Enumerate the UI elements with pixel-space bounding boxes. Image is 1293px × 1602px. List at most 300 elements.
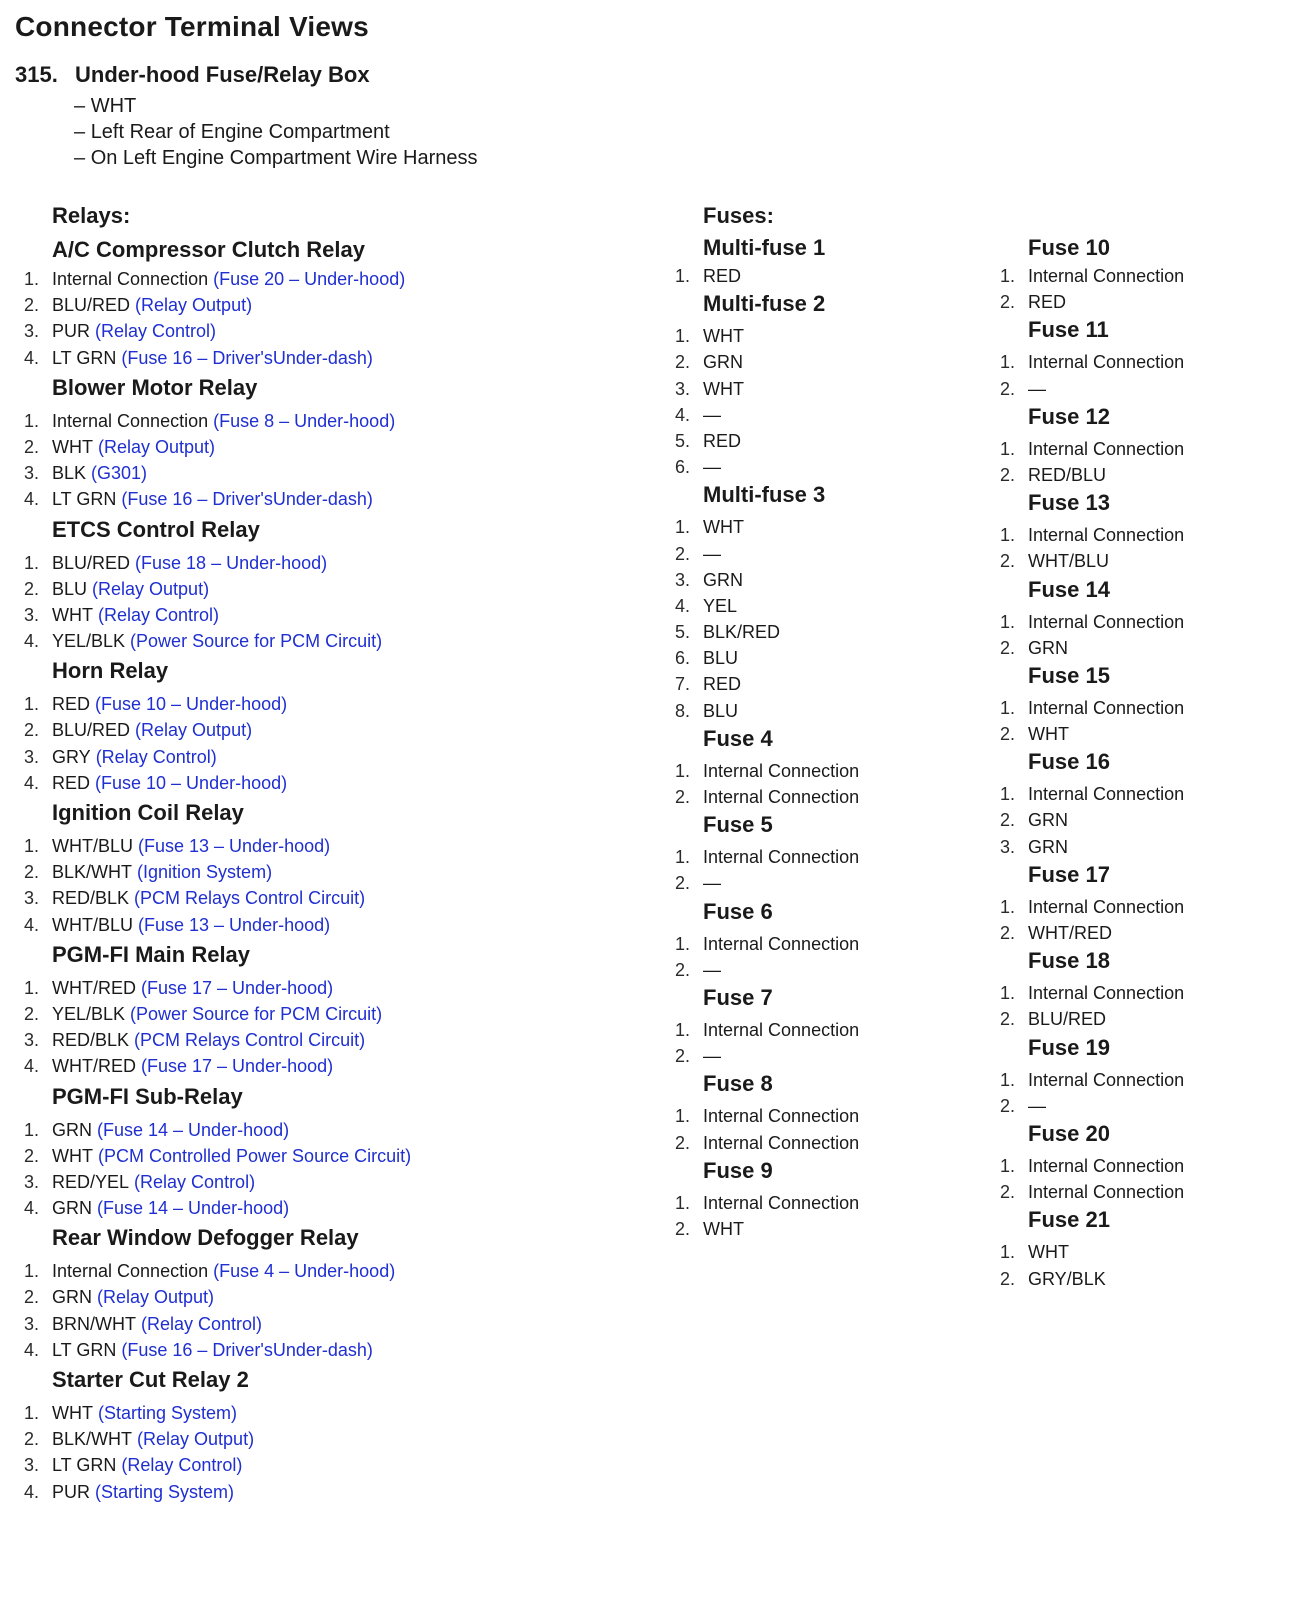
circuit-reference: (Power Source for PCM Circuit) — [130, 631, 383, 652]
circuit-reference: (Fuse 14 – Under-hood) — [97, 1119, 290, 1140]
pin-row — [24, 1027, 664, 1053]
wire-color: Internal Connection — [52, 410, 209, 431]
relay-title: Starter Cut Relay 2 — [52, 1367, 249, 1392]
circuit-reference: (Relay Output) — [135, 720, 253, 741]
pin-row — [675, 844, 995, 870]
wire-color: GRN — [1028, 637, 1068, 658]
pin-row — [24, 1426, 664, 1452]
wire-color: RED/BLK — [52, 888, 130, 909]
pin-number: 2. — [24, 1003, 40, 1024]
pin-number: 1. — [675, 517, 691, 538]
fuses-heading: Fuses: — [703, 203, 774, 228]
wire-color: WHT — [1028, 1242, 1069, 1263]
wire-color: Internal Connection — [1028, 896, 1185, 917]
circuit-reference: (Fuse 13 – Under-hood) — [138, 914, 331, 935]
circuit-reference: (Relay Control) — [121, 1455, 243, 1476]
wire-color: RED — [52, 694, 91, 715]
fuse-title: Fuse 15 — [1028, 662, 1110, 688]
pin-number: 1. — [1000, 1155, 1016, 1176]
pin-number: 4. — [24, 772, 40, 793]
wire-color: Internal Connection — [1028, 697, 1185, 718]
wire-color: — — [1028, 1095, 1046, 1116]
wire-color: YEL — [703, 595, 738, 616]
pin-row — [675, 1043, 995, 1069]
pin-row — [24, 691, 664, 717]
circuit-reference: (Fuse 16 – Driver'sUnder-dash) — [121, 1339, 373, 1360]
circuit-reference: (G301) — [91, 463, 148, 484]
relay-pin-list — [24, 266, 664, 371]
wire-color: LT GRN — [52, 1339, 117, 1360]
pin-row — [24, 318, 664, 344]
pin-row — [24, 1479, 664, 1505]
pin-number: 1. — [675, 266, 691, 286]
pin-row — [24, 602, 664, 628]
relay-title: PGM-FI Sub-Relay — [52, 1083, 243, 1109]
fuse-title: Fuse 7 — [703, 984, 773, 1010]
wire-color: BLU/RED — [52, 552, 131, 573]
pin-row — [1000, 436, 1290, 462]
circuit-reference: (Fuse 13 – Under-hood) — [138, 836, 331, 856]
wire-color: RED — [52, 772, 91, 793]
pin-number: 3. — [24, 1171, 40, 1192]
wire-color: Internal Connection — [1028, 1155, 1185, 1176]
pin-row — [675, 593, 995, 619]
pin-row — [1000, 1179, 1290, 1205]
fuse-pin-list — [675, 514, 995, 724]
pin-row — [1000, 1067, 1290, 1093]
pin-number: 3. — [1000, 836, 1016, 857]
pin-number: 1. — [675, 847, 691, 868]
pin-row — [675, 514, 995, 540]
pin-row — [675, 1190, 995, 1216]
fuse-pin-list — [1000, 1153, 1290, 1205]
wire-color: Internal Connection — [703, 787, 860, 807]
pin-number: 1. — [24, 1403, 40, 1423]
relay-title: Blower Motor Relay — [52, 374, 258, 400]
pin-row — [24, 1195, 664, 1221]
pin-number: 1. — [675, 1192, 691, 1213]
pin-number: 5. — [675, 430, 691, 451]
pin-row — [1000, 1153, 1290, 1179]
pin-row — [675, 402, 995, 428]
pin-number: 2. — [24, 295, 40, 316]
wire-color: WHT — [703, 1218, 744, 1239]
pin-number: 3. — [24, 746, 40, 767]
wire-color: Internal Connection — [703, 760, 860, 781]
wire-color: Internal Connection — [1028, 1182, 1185, 1203]
pin-number: 2. — [1000, 923, 1016, 943]
circuit-reference: (Starting System) — [97, 1403, 238, 1423]
wire-color: YEL/BLK — [52, 1003, 126, 1024]
pin-row — [675, 567, 995, 593]
pin-number: 2. — [1000, 1182, 1016, 1203]
pin-row — [1000, 781, 1290, 807]
pin-row — [24, 1117, 664, 1143]
pin-number: 6. — [675, 457, 691, 478]
fuse-title: Fuse 8 — [703, 1071, 773, 1097]
wire-color: WHT/RED — [52, 977, 136, 998]
pin-number: 4. — [24, 1339, 40, 1360]
wire-color: RED/BLK — [52, 1030, 130, 1051]
wire-color: Internal Connection — [1028, 352, 1185, 373]
pin-row — [24, 1284, 664, 1310]
wire-color: WHT — [1028, 724, 1069, 745]
wire-color: WHT/RED — [1028, 923, 1112, 943]
pin-number: 2. — [1000, 1095, 1016, 1116]
wire-color: LT GRN — [52, 1455, 117, 1476]
wire-color: Internal Connection — [703, 1192, 860, 1213]
pin-row — [24, 885, 664, 911]
wire-color: LT GRN — [52, 489, 117, 510]
pin-number: 4. — [24, 489, 40, 510]
wire-color: GRN — [52, 1198, 92, 1219]
pin-row — [675, 263, 995, 289]
connector-details — [74, 93, 478, 171]
pin-row — [24, 1001, 664, 1027]
pin-number: 2. — [675, 1132, 691, 1153]
pin-number: 4. — [24, 914, 40, 935]
circuit-reference: (Starting System) — [95, 1481, 235, 1502]
circuit-reference: (Relay Control) — [95, 321, 217, 342]
pin-row — [1000, 834, 1290, 860]
wire-color: WHT/RED — [52, 1056, 136, 1077]
pin-number: 2. — [675, 873, 691, 894]
pin-number: 4. — [24, 1481, 40, 1502]
wire-color: BLU/RED — [52, 295, 131, 316]
circuit-reference: (Fuse 17 – Under-hood) — [141, 1056, 334, 1077]
pin-number: 6. — [675, 648, 691, 669]
pin-number: 3. — [24, 463, 40, 484]
pin-number: 2. — [1000, 464, 1016, 485]
pin-row — [675, 698, 995, 724]
wire-color: WHT/BLU — [52, 836, 133, 856]
pin-number: 1. — [675, 1019, 691, 1040]
relay-pin-list — [24, 975, 664, 1080]
fuse-pin-list — [675, 323, 995, 480]
relay-pin-list — [24, 1258, 664, 1363]
pin-row — [24, 434, 664, 460]
pin-number: 2. — [675, 543, 691, 564]
fuse-title: Fuse 17 — [1028, 861, 1110, 887]
fuse-title: Multi-fuse 2 — [703, 291, 826, 317]
relays-column — [24, 203, 664, 1505]
fuse-pin-list — [1000, 436, 1290, 488]
fuse-pin-list — [675, 263, 995, 289]
pin-row — [675, 758, 995, 784]
pin-row — [1000, 894, 1290, 920]
pin-number: 1. — [1000, 983, 1016, 1004]
fuse-title: Multi-fuse 3 — [703, 482, 826, 508]
wire-color: BLK — [52, 463, 87, 484]
pin-number: 1. — [675, 1106, 691, 1127]
pin-row — [1000, 1006, 1290, 1032]
wire-color: — — [703, 543, 721, 564]
pin-row — [675, 428, 995, 454]
pin-row — [24, 628, 664, 654]
pin-row — [24, 1400, 664, 1426]
wire-color: BLU/RED — [1028, 1009, 1107, 1030]
wire-color: PUR — [52, 1481, 91, 1502]
pin-row — [24, 833, 664, 859]
pin-number: 1. — [24, 552, 40, 573]
wire-color: Internal Connection — [1028, 438, 1185, 459]
pin-number: 3. — [24, 321, 40, 342]
pin-number: 3. — [675, 569, 691, 590]
pin-number: 1. — [675, 326, 691, 347]
relay-pin-list — [24, 1400, 664, 1505]
pin-number: 1. — [1000, 1069, 1016, 1090]
fuse-pin-list — [1000, 781, 1290, 860]
circuit-reference: (PCM Controlled Power Source Circuit) — [97, 1145, 412, 1166]
wire-color: BLK/WHT — [52, 1429, 133, 1450]
wire-color: Internal Connection — [1028, 525, 1185, 546]
pin-number: 2. — [675, 1046, 691, 1067]
wire-color: WHT — [703, 517, 744, 538]
pin-number: 2. — [675, 352, 691, 373]
relay-title: A/C Compressor Clutch Relay — [52, 237, 365, 262]
wire-color: GRY — [52, 746, 91, 767]
fuse-pin-list — [1000, 349, 1290, 401]
circuit-reference: (Relay Control) — [97, 604, 220, 625]
wire-color: WHT — [52, 1145, 93, 1166]
wire-color: WHT — [703, 326, 744, 347]
fuse-pin-list — [675, 1103, 995, 1155]
relay-pin-list — [24, 833, 664, 938]
wire-color: RED — [703, 674, 742, 695]
pin-row — [675, 454, 995, 480]
section-header — [15, 62, 370, 88]
wire-color: GRN — [703, 352, 743, 373]
fuse-pin-list — [675, 758, 995, 810]
pin-row — [24, 1452, 664, 1478]
pin-row — [24, 770, 664, 796]
relay-pin-list — [24, 691, 664, 796]
wire-color: WHT/BLU — [52, 914, 133, 935]
pin-number: 1. — [1000, 266, 1016, 286]
relay-title: Horn Relay — [52, 658, 169, 684]
pin-number: 2. — [1000, 551, 1016, 572]
circuit-reference: (Relay Output) — [97, 1287, 215, 1308]
pin-number: 2. — [24, 1145, 40, 1166]
pin-row — [24, 550, 664, 576]
pin-number: 1. — [24, 977, 40, 998]
wire-color: BLK/RED — [703, 622, 781, 643]
wire-color: Internal Connection — [703, 933, 860, 954]
circuit-reference: (PCM Relays Control Circuit) — [134, 888, 366, 909]
pin-number: 2. — [1000, 724, 1016, 745]
wire-color: Internal Connection — [1028, 983, 1185, 1004]
wire-color: Internal Connection — [52, 269, 209, 289]
wire-color: WHT — [52, 436, 93, 457]
pin-number: 8. — [675, 700, 691, 721]
pin-row — [1000, 289, 1290, 315]
pin-row — [1000, 980, 1290, 1006]
pin-number: 2. — [675, 1218, 691, 1239]
circuit-reference: (PCM Relays Control Circuit) — [134, 1030, 366, 1051]
pin-number: 4. — [24, 1198, 40, 1219]
wire-color: — — [1028, 378, 1046, 399]
pin-number: 1. — [1000, 352, 1016, 373]
pin-row — [24, 744, 664, 770]
pin-number: 5. — [675, 622, 691, 643]
pin-row — [24, 1337, 664, 1363]
pin-number: 1. — [1000, 1242, 1016, 1263]
circuit-reference: (Fuse 10 – Under-hood) — [95, 694, 288, 715]
page-title: Connector Terminal Views — [15, 11, 369, 42]
fuse-pin-list — [1000, 522, 1290, 574]
pin-row — [675, 1130, 995, 1156]
wire-color: YEL/BLK — [52, 631, 126, 652]
wire-color: WHT — [52, 604, 93, 625]
pin-number: 2. — [24, 720, 40, 741]
pin-row — [24, 859, 664, 885]
pin-row — [24, 486, 664, 512]
fuse-title: Fuse 19 — [1028, 1034, 1110, 1060]
pin-row — [675, 323, 995, 349]
pin-number: 1. — [24, 410, 40, 431]
wire-color: BLU/RED — [52, 720, 131, 741]
fuse-title: Fuse 16 — [1028, 749, 1110, 775]
wire-color: RED/BLU — [1028, 464, 1107, 485]
fuse-pin-list — [1000, 609, 1290, 661]
wire-color: WHT — [52, 1403, 93, 1423]
wire-color: — — [703, 1046, 721, 1067]
connector-harness: – On Left Engine Compartment Wire Harness — [74, 145, 478, 171]
pin-row — [1000, 462, 1290, 488]
fuse-title: Fuse 18 — [1028, 948, 1110, 974]
circuit-reference: (Fuse 8 – Under-hood) — [213, 410, 396, 431]
wire-color: — — [703, 873, 721, 894]
pin-number: 1. — [24, 1119, 40, 1140]
circuit-reference: (Relay Output) — [92, 578, 210, 599]
fuse-title: Fuse 20 — [1028, 1120, 1110, 1146]
pin-number: 2. — [24, 1287, 40, 1308]
pin-number: 2. — [24, 436, 40, 457]
circuit-reference: (Fuse 18 – Under-hood) — [135, 552, 328, 573]
fuse-title: Multi-fuse 1 — [703, 235, 826, 260]
fuse-title: Fuse 14 — [1028, 576, 1110, 602]
pin-number: 3. — [24, 1313, 40, 1334]
section-title: Under-hood Fuse/Relay Box — [75, 62, 370, 87]
wire-color: Internal Connection — [1028, 611, 1185, 632]
fuse-pin-list — [675, 1190, 995, 1242]
pin-row — [24, 460, 664, 486]
pin-number: 1. — [675, 933, 691, 954]
pin-number: 1. — [1000, 784, 1016, 805]
pin-row — [24, 975, 664, 1001]
pin-number: 1. — [24, 1261, 40, 1282]
circuit-reference: (Ignition System) — [137, 862, 273, 883]
pin-row — [1000, 609, 1290, 635]
pin-row — [1000, 635, 1290, 661]
pin-row — [24, 1169, 664, 1195]
wire-color: — — [703, 959, 721, 980]
pin-number: 2. — [1000, 1009, 1016, 1030]
pin-row — [675, 619, 995, 645]
pin-row — [24, 1258, 664, 1284]
connector-color: – WHT — [74, 93, 478, 119]
fuse-pin-list — [1000, 263, 1290, 315]
wire-color: Internal Connection — [52, 1261, 209, 1282]
pin-number: 1. — [24, 694, 40, 715]
wire-color: Internal Connection — [1028, 1069, 1185, 1090]
fuse-title: Fuse 10 — [1028, 235, 1110, 260]
pin-row — [675, 1103, 995, 1129]
pin-number: 1. — [1000, 697, 1016, 718]
pin-row — [1000, 376, 1290, 402]
wire-color: — — [703, 404, 721, 425]
pin-row — [24, 345, 664, 371]
wire-color: Internal Connection — [703, 1106, 860, 1127]
fuse-title: Fuse 13 — [1028, 490, 1110, 516]
wire-color: BLU — [52, 578, 88, 599]
wire-color: GRN — [1028, 810, 1068, 831]
pin-row — [24, 1311, 664, 1337]
wire-color: GRN — [703, 569, 743, 590]
pin-row — [675, 376, 995, 402]
wire-color: Internal Connection — [1028, 266, 1185, 286]
pin-row — [1000, 807, 1290, 833]
fuse-title: Fuse 6 — [703, 898, 773, 924]
pin-row — [675, 957, 995, 983]
circuit-reference: (Power Source for PCM Circuit) — [130, 1003, 383, 1024]
pin-number: 3. — [24, 1030, 40, 1051]
pin-number: 1. — [24, 836, 40, 856]
pin-row — [675, 784, 995, 810]
pin-number: 2. — [1000, 637, 1016, 658]
pin-row — [675, 541, 995, 567]
pin-number: 4. — [675, 595, 691, 616]
circuit-reference: (Fuse 16 – Driver'sUnder-dash) — [121, 489, 373, 510]
pin-number: 1. — [1000, 438, 1016, 459]
pin-number: 1. — [675, 760, 691, 781]
wire-color: WHT/BLU — [1028, 551, 1109, 572]
pin-row — [24, 912, 664, 938]
pin-row — [1000, 349, 1290, 375]
circuit-reference: (Fuse 4 – Under-hood) — [213, 1261, 396, 1282]
relays-heading: Relays: — [52, 203, 131, 228]
pin-number: 4. — [24, 1056, 40, 1077]
circuit-reference: (Fuse 10 – Under-hood) — [95, 772, 288, 793]
wire-color: WHT — [703, 378, 744, 399]
wire-color: — — [703, 457, 721, 478]
wire-color: RED/YEL — [52, 1171, 130, 1192]
pin-row — [1000, 920, 1290, 946]
fuse-pin-list — [675, 1017, 995, 1069]
relay-title: Ignition Coil Relay — [52, 800, 244, 825]
pin-row — [675, 349, 995, 375]
relay-title: Rear Window Defogger Relay — [52, 1225, 359, 1251]
pin-number: 2. — [24, 1429, 40, 1450]
fuse-title: Fuse 4 — [703, 725, 773, 751]
pin-row — [24, 408, 664, 434]
pin-row — [675, 931, 995, 957]
circuit-reference: (Fuse 20 – Under-hood) — [213, 269, 406, 289]
pin-row — [675, 645, 995, 671]
wire-color: GRY/BLK — [1028, 1268, 1106, 1289]
pin-row — [24, 576, 664, 602]
pin-number: 2. — [1000, 292, 1016, 313]
fuse-pin-list — [675, 844, 995, 896]
fuse-pin-list — [1000, 695, 1290, 747]
wire-color: RED — [1028, 292, 1067, 313]
fuse-title: Fuse 9 — [703, 1157, 773, 1183]
pin-number: 4. — [24, 631, 40, 652]
pin-row — [675, 870, 995, 896]
circuit-reference: (Fuse 17 – Under-hood) — [141, 977, 334, 998]
wire-color: BLU — [703, 700, 739, 721]
fuses-column-b — [1000, 233, 1290, 1292]
